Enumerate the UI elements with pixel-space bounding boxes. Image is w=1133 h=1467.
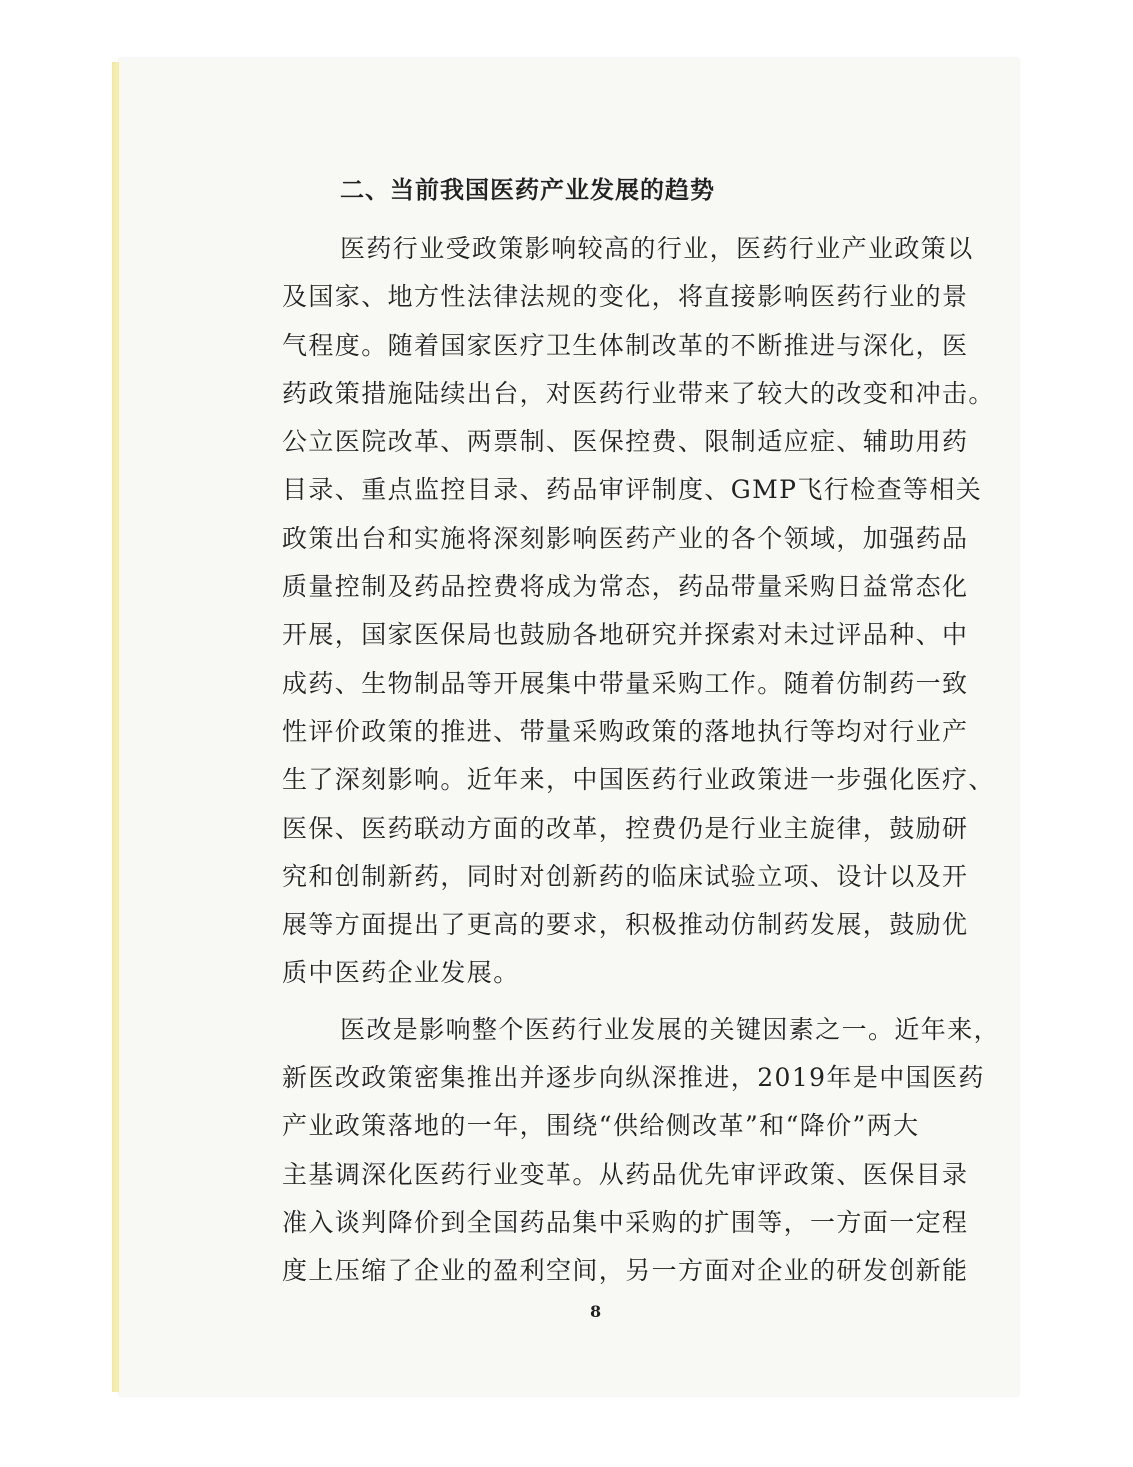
text-line: 质量控制及药品控费将成为常态，药品带量采购日益常态化 [282, 572, 969, 602]
text-line: 产业政策落地的一年，围绕“供给侧改革”和“降价”两大 [282, 1111, 920, 1141]
text-line: 药政策措施陆续出台，对医药行业带来了较大的改变和冲击。 [282, 378, 995, 408]
text-line: 医药行业受政策影响较高的行业，医药行业产业政策以 [340, 234, 974, 263]
text-line: 成药、生物制品等开展集中带量采购工作。随着仿制药一致 [282, 668, 969, 698]
text-line: 公立医院改革、两票制、医保控费、限制适应症、辅助用药 [282, 427, 969, 457]
text-line: 气程度。随着国家医疗卫生体制改革的不断推进与深化，医 [282, 330, 969, 360]
text-line: 医改是影响整个医药行业发展的关键因素之一。近年来， [340, 1014, 1001, 1044]
paragraph-2 [282, 1006, 1001, 1296]
text-line: 医保、医药联动方面的改革，控费仍是行业主旋律，鼓励研 [282, 813, 969, 843]
paragraph-gap [282, 998, 942, 1006]
text-line: 度上压缩了企业的盈利空间，另一方面对企业的研发创新能 [282, 1256, 969, 1286]
text-line: 政策出台和实施将深刻影响医药产业的各个领域，加强药品 [282, 523, 969, 553]
text-line: 究和创制新药，同时对创新药的临床试验立项、设计以及开 [282, 861, 969, 891]
text-line: 及国家、地方性法律法规的变化，将直接影响医药行业的景 [282, 282, 969, 312]
paragraph-1 [282, 225, 995, 998]
text-line: 开展，国家医保局也鼓励各地研究并探索对未过评品种、中 [282, 620, 969, 650]
text-line: 性评价政策的推进、带量采购政策的落地执行等均对行业产 [282, 716, 969, 746]
text-line: 质中医药企业发展。 [282, 958, 520, 988]
text-line: 新医改政策密集推出并逐步向纵深推进，2019年是中国医药 [282, 1063, 985, 1093]
text-line: 展等方面提出了更高的要求，积极推动仿制药发展，鼓励优 [282, 910, 969, 940]
text-line: 准入谈判降价到全国药品集中采购的扩围等，一方面一定程 [282, 1207, 969, 1237]
text-line: 目录、重点监控目录、药品审评制度、GMP飞行检查等相关 [282, 475, 983, 505]
section-heading: 二、当前我国医药产业发展的趋势 [340, 175, 715, 204]
page-content [282, 170, 1001, 1296]
text-line: 主基调深化医药行业变革。从药品优先审评政策、医保目录 [282, 1159, 969, 1189]
page-number: 8 [590, 1302, 602, 1321]
text-line: 生了深刻影响。近年来，中国医药行业政策进一步强化医疗、 [282, 765, 995, 795]
